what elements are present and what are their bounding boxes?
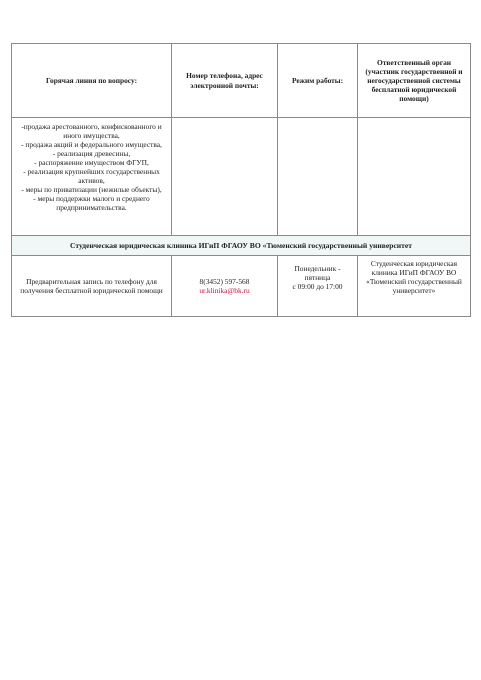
clinic-hours-days: Понедельник - пятница (294, 264, 341, 283)
clinic-organization: Студенческая юридическая клиника ИГиП ФГАОУ ВО «Тюменский государственный университет» (358, 256, 471, 317)
header-row (12, 44, 471, 118)
document-page (11, 43, 470, 317)
header-organization: Ответственный орган (участник государственной и негосударственной системы бесплатной юридической помощи) (358, 44, 471, 118)
topic-item: - распоряжение имуществом ФГУП, (34, 158, 149, 168)
topics-cell (12, 118, 172, 236)
topic-item: - продажа акций и федерального имущества, (21, 140, 162, 150)
topics-row (12, 118, 471, 236)
clinic-service: Предварительная запись по телефону для получения бесплатной юридической помощи (12, 256, 172, 317)
clinic-row (12, 256, 471, 317)
clinic-contact (172, 256, 278, 317)
header-topic: Горячая линия по вопросу: (12, 44, 172, 118)
empty-cell (278, 118, 358, 236)
empty-cell (358, 118, 471, 236)
section-title: Студенческая юридическая клиника ИГиП ФГАОУ ВО «Тюменский государственный университет (12, 236, 471, 256)
topic-item: - реализация древесины, (52, 149, 131, 159)
empty-cell (172, 118, 278, 236)
topic-item: - меры по приватизации (нежилые объекты), (21, 185, 162, 195)
clinic-hours (278, 256, 358, 317)
topic-item: - реализация крупнейших государственных активов, (23, 167, 160, 186)
topic-item: -продажа арестованного, конфискованного и иного имущества, (21, 122, 162, 141)
header-hours: Режим работы: (278, 44, 358, 118)
header-contact: Номер телефона, адрес электронной почты: (172, 44, 278, 118)
topic-item: - меры поддержки малого и среднего предпринимательства. (33, 194, 150, 213)
clinic-email-link[interactable]: ur.klinika@bk.ru (199, 286, 250, 295)
clinic-phone: 8(3452) 597-568 (199, 276, 250, 286)
hotline-table (11, 43, 471, 317)
clinic-hours-time: с 09:00 до 17:00 (292, 282, 343, 292)
section-row (12, 236, 471, 256)
